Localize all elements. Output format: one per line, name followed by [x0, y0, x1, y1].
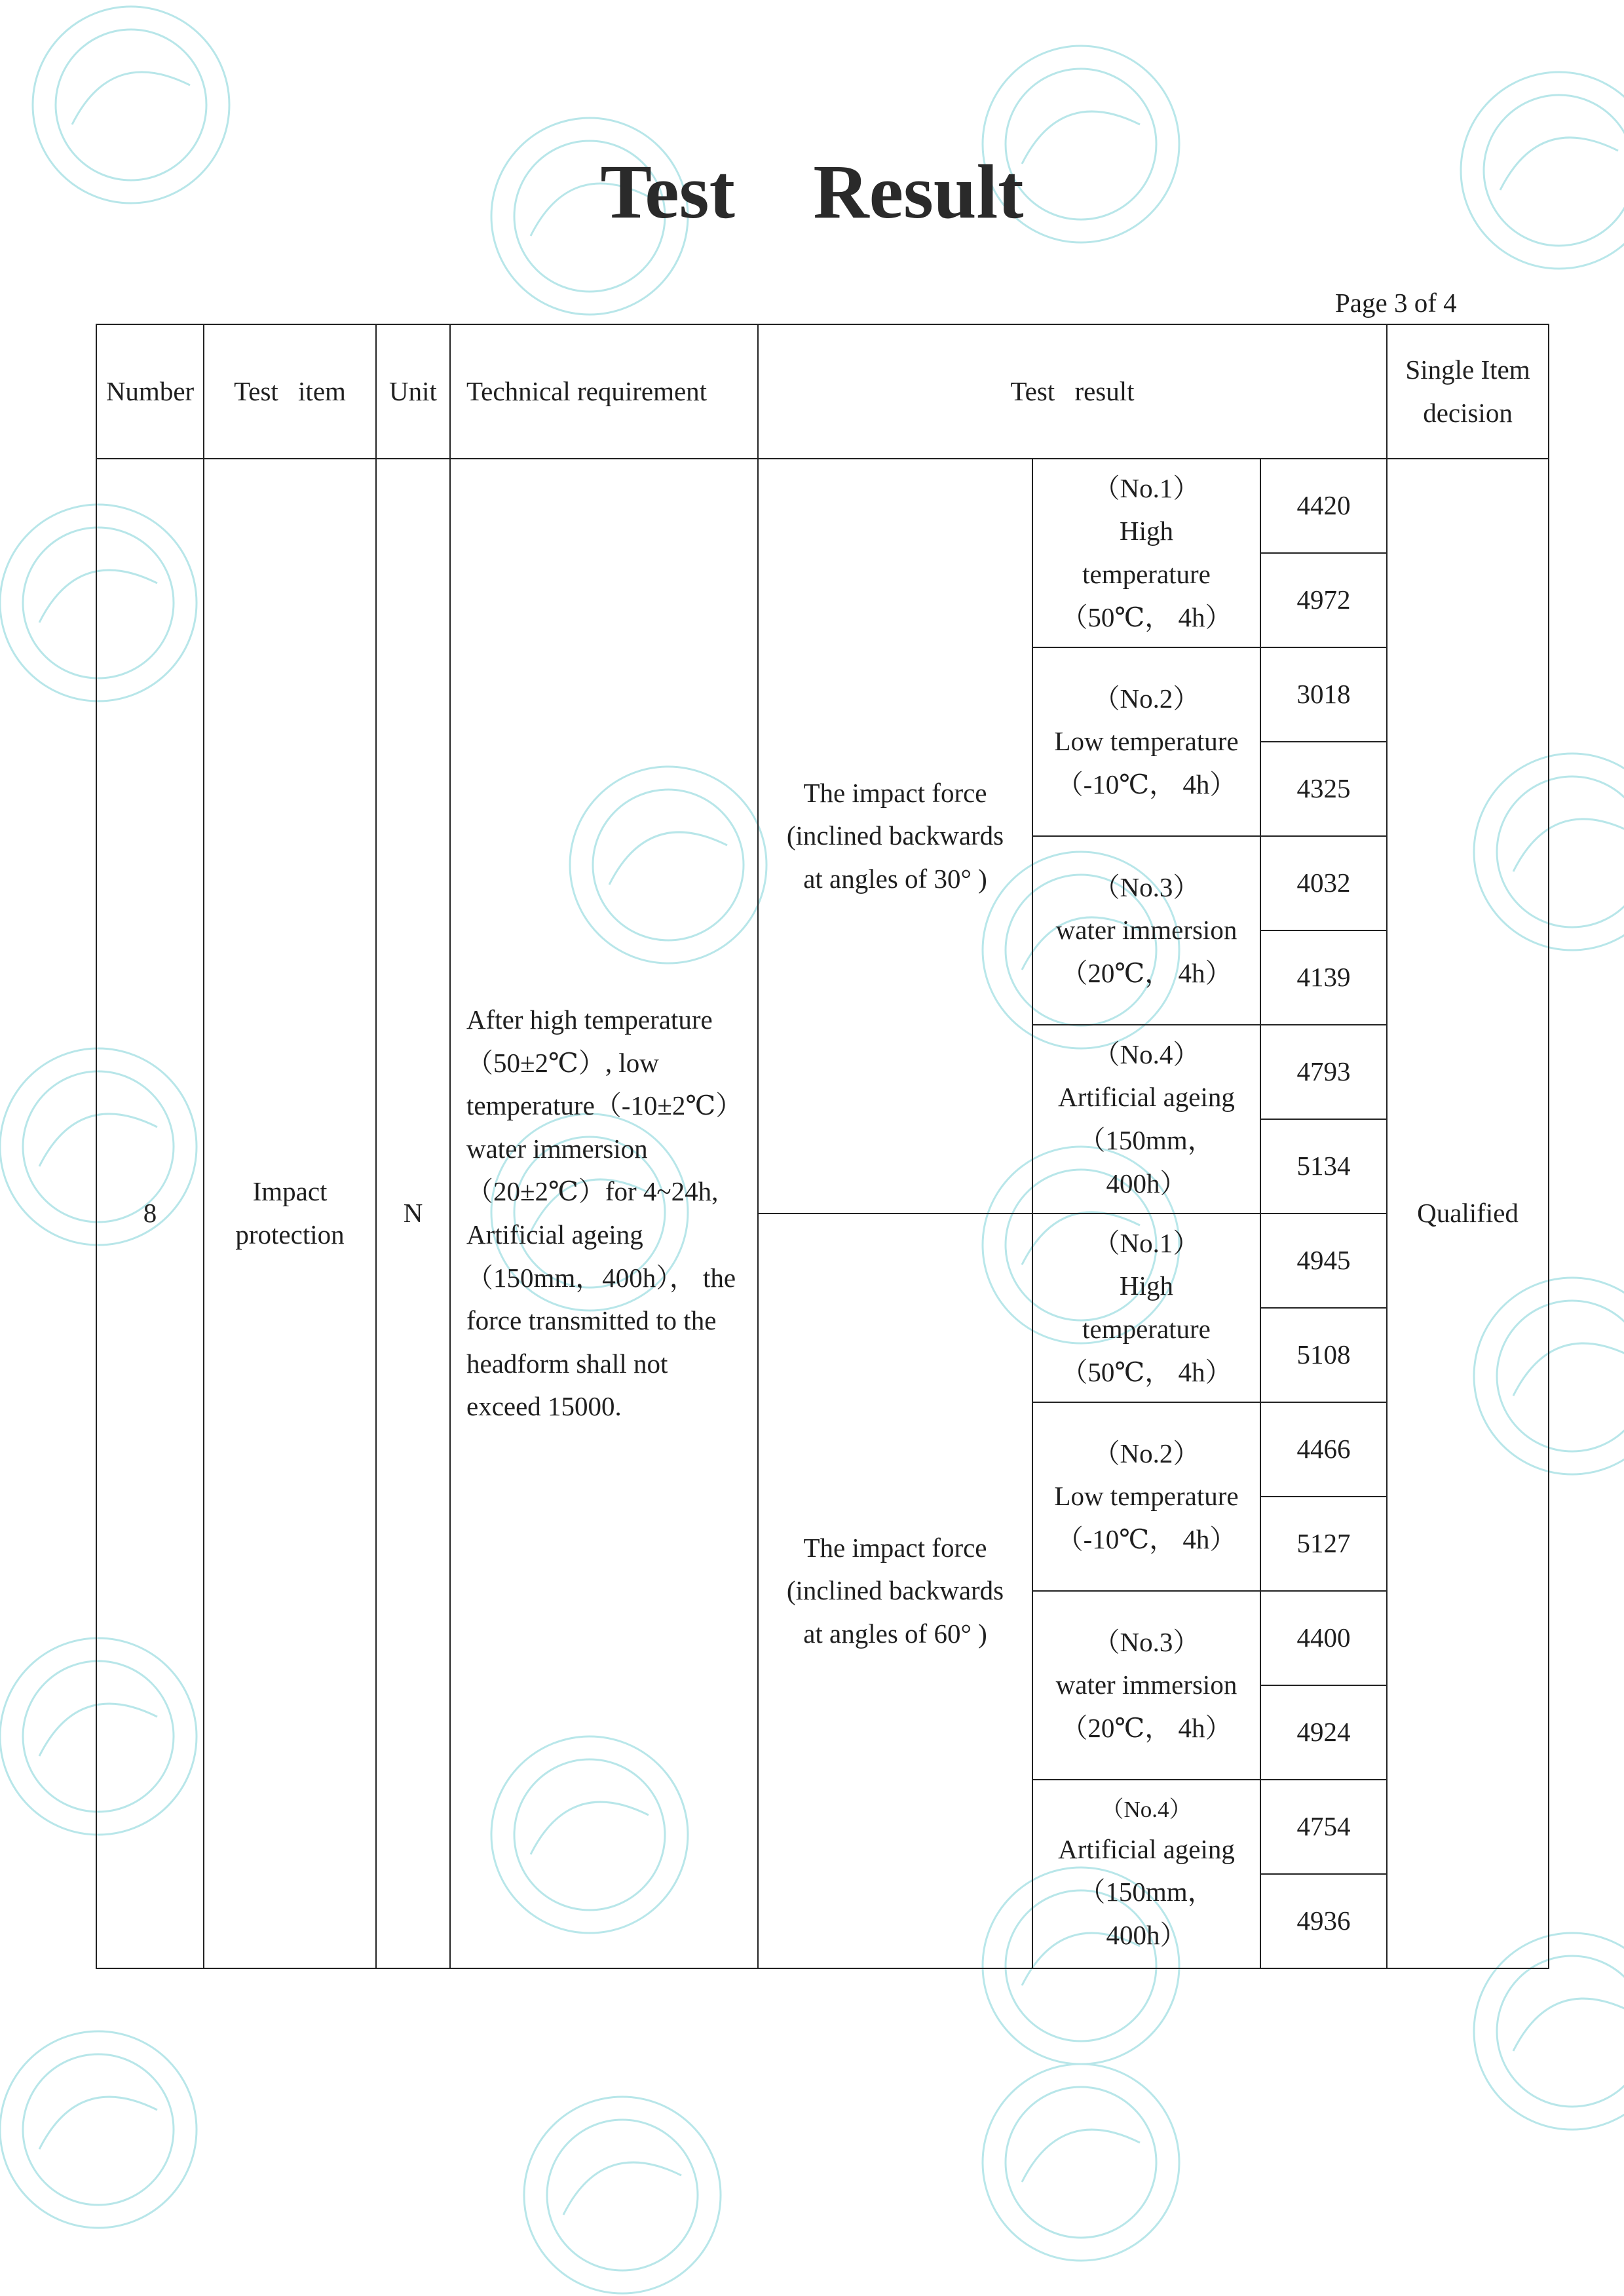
- sample-label-line: （No.4）: [1101, 1796, 1192, 1822]
- cell-result-value: 4139: [1260, 930, 1387, 1025]
- condition-line: at angles of 60° ): [803, 1618, 987, 1649]
- sample-label-line: （No.3）: [1093, 871, 1200, 902]
- cell-sample-label: [1032, 1780, 1260, 1968]
- condition-line: (inclined backwards: [786, 820, 1004, 851]
- cell-result-value: 5134: [1260, 1119, 1387, 1214]
- sample-label-line: Low temperature: [1054, 1481, 1239, 1512]
- requirement-line: （20±2℃）for 4~24h,: [466, 1176, 719, 1207]
- sample-label-line: （No.4）: [1093, 1039, 1200, 1069]
- cell-sample-label: [1032, 836, 1260, 1025]
- cell-sample-label: [1032, 459, 1260, 647]
- table-row: [96, 459, 1549, 553]
- header-decision: [1387, 324, 1549, 459]
- cell-test-condition: [758, 1214, 1032, 1968]
- header-number: Number: [96, 324, 204, 459]
- cell-result-value: 4400: [1260, 1591, 1387, 1685]
- cell-test-item: [204, 459, 376, 1968]
- header-test-result: Test result: [758, 324, 1387, 459]
- cell-decision: Qualified: [1387, 459, 1549, 1968]
- requirement-line: Artificial ageing: [466, 1219, 643, 1250]
- header-technical-requirement: Technical requirement: [450, 324, 758, 459]
- requirement-line: force transmitted to the: [466, 1305, 717, 1336]
- cell-result-value: 4924: [1260, 1685, 1387, 1780]
- requirement-line: After high temperature: [466, 1004, 713, 1035]
- cell-unit: N: [376, 459, 450, 1968]
- condition-line: (inclined backwards: [786, 1575, 1004, 1606]
- cell-number: 8: [96, 459, 204, 1968]
- sample-label-line: （No.3）: [1093, 1626, 1200, 1657]
- sample-label-line: （-10℃， 4h）: [1056, 1523, 1237, 1554]
- sample-label-line: Artificial ageing: [1058, 1833, 1235, 1864]
- cell-result-value: 4754: [1260, 1780, 1387, 1874]
- requirement-line: temperature（-10±2℃）: [466, 1090, 743, 1121]
- condition-line: at angles of 30° ): [803, 863, 987, 894]
- sample-label-line: （-10℃， 4h）: [1056, 769, 1237, 799]
- header-unit: Unit: [376, 324, 450, 459]
- requirement-line: exceed 15000.: [466, 1391, 622, 1422]
- sample-label-line: temperature: [1082, 559, 1211, 589]
- condition-line: The impact force: [803, 1532, 987, 1563]
- sample-label-line: （150mm，: [1078, 1877, 1215, 1907]
- cell-sample-label: [1032, 1025, 1260, 1214]
- cell-result-value: 4032: [1260, 836, 1387, 930]
- sample-label-line: （50℃， 4h）: [1061, 602, 1232, 632]
- sample-label-line: 400h）: [1106, 1919, 1187, 1950]
- sample-label-line: （20℃， 4h）: [1061, 1712, 1232, 1743]
- cell-sample-label: [1032, 1591, 1260, 1780]
- page-number: Page 3 of 4: [1335, 288, 1457, 318]
- sample-label-line: Artificial ageing: [1058, 1082, 1235, 1113]
- sample-label-line: water immersion: [1055, 915, 1237, 946]
- sample-label-line: （No.2）: [1093, 1438, 1200, 1468]
- sample-label-line: （20℃， 4h）: [1061, 957, 1232, 988]
- requirement-line: water immersion: [466, 1133, 648, 1164]
- cell-result-value: 4325: [1260, 742, 1387, 836]
- sample-label-line: （No.1）: [1093, 1227, 1200, 1258]
- sample-label-line: （No.1）: [1093, 472, 1200, 503]
- header-decision-line1: Single Item: [1405, 354, 1530, 385]
- sample-label-line: water immersion: [1055, 1670, 1237, 1700]
- sample-label-line: High: [1120, 516, 1173, 546]
- sample-label-line: （No.2）: [1093, 683, 1200, 714]
- results-table: [96, 324, 1549, 1969]
- requirement-line: headform shall not: [466, 1348, 668, 1379]
- cell-test-condition: [758, 459, 1032, 1214]
- cell-result-value: 4936: [1260, 1874, 1387, 1968]
- page-title: Test Result: [600, 149, 1024, 235]
- test-item-line: Impact: [252, 1176, 328, 1207]
- cell-result-value: 4972: [1260, 553, 1387, 647]
- cell-result-value: 4945: [1260, 1214, 1387, 1308]
- cell-result-value: 5108: [1260, 1308, 1387, 1402]
- sample-label-line: Low temperature: [1054, 726, 1239, 757]
- cell-result-value: 4793: [1260, 1025, 1387, 1119]
- sample-label-line: High: [1120, 1271, 1173, 1301]
- header-decision-line2: decision: [1423, 397, 1513, 428]
- requirement-line: （150mm，400h）， the: [466, 1262, 736, 1293]
- header-test-item: Test item: [204, 324, 376, 459]
- cell-result-value: 4466: [1260, 1402, 1387, 1497]
- cell-sample-label: [1032, 1214, 1260, 1402]
- cell-sample-label: [1032, 647, 1260, 836]
- cell-result-value: 5127: [1260, 1497, 1387, 1591]
- cell-technical-requirement: [450, 459, 758, 1968]
- test-item-line: protection: [235, 1219, 345, 1250]
- sample-label-line: （50℃， 4h）: [1061, 1356, 1232, 1387]
- cell-result-value: 4420: [1260, 459, 1387, 553]
- cell-result-value: 3018: [1260, 647, 1387, 742]
- sample-label-line: （150mm，: [1078, 1125, 1215, 1155]
- requirement-line: （50±2℃）, low: [466, 1047, 659, 1078]
- sample-label-line: 400h）: [1106, 1168, 1187, 1198]
- cell-sample-label: [1032, 1402, 1260, 1591]
- condition-line: The impact force: [803, 777, 987, 808]
- header-row: [96, 324, 1549, 459]
- sample-label-line: temperature: [1082, 1314, 1211, 1344]
